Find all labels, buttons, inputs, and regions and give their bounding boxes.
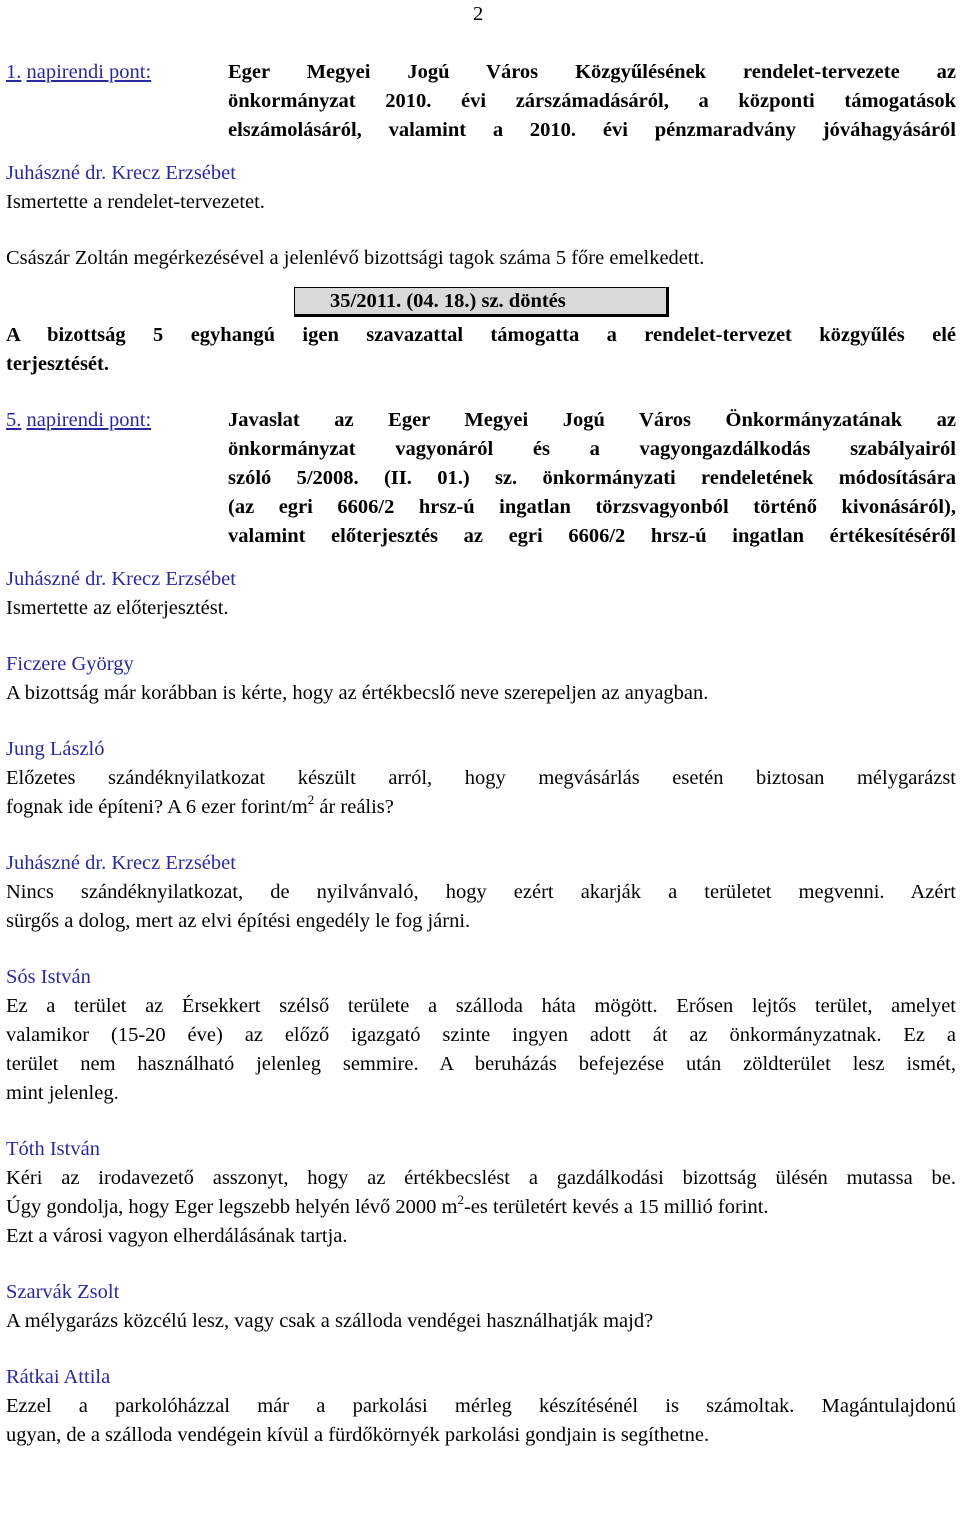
page-number: 2 bbox=[473, 3, 484, 25]
agenda-item-5-label-text: napirendi pont: bbox=[26, 409, 152, 431]
agenda-item-5-title-line: szóló 5/2008. (II. 01.) sz. önkormányzati rendeletének módosítására bbox=[228, 467, 956, 489]
agenda-item-5-title bbox=[228, 406, 956, 551]
speaker-text: mint jelenleg. bbox=[6, 1082, 119, 1104]
speaker-text-part: Úgy gondolja, hogy Eger legszebb helyén lévő 2000 m bbox=[6, 1196, 458, 1218]
speaker-text-line bbox=[6, 1193, 956, 1222]
speaker-name: Sós István bbox=[6, 966, 91, 988]
agenda-item-1-title bbox=[228, 58, 956, 145]
agenda-item-1-label bbox=[6, 58, 228, 87]
speaker-text: Ismertette az előterjesztést. bbox=[6, 597, 229, 619]
agenda-item-1-label-text: napirendi pont: bbox=[26, 61, 152, 83]
speaker-text-line bbox=[6, 793, 956, 822]
speaker-name: Juhászné dr. Krecz Erzsébet bbox=[6, 568, 236, 590]
speaker-text: sürgős a dolog, mert az elvi építési engedély le fog járni. bbox=[6, 910, 471, 932]
agenda-item-1-title-line: Eger Megyei Jogú Város Közgyűlésének rendelet-tervezete az bbox=[228, 61, 956, 83]
superscript: 2 bbox=[307, 792, 315, 807]
speaker-text: A mélygarázs közcélú lesz, vagy csak a szálloda vendégei használhatják majd? bbox=[6, 1310, 654, 1332]
agenda-item-5-title-line: valamint előterjesztés az egri 6606/2 hrsz-ú ingatlan értékesítéséről bbox=[228, 525, 956, 547]
speaker-name: Ficzere György bbox=[6, 653, 134, 675]
decision-text-line: A bizottság 5 egyhangú igen szavazattal támogatta a rendelet-tervezet közgyűlés elé bbox=[6, 324, 956, 346]
attendance-note: Császár Zoltán megérkezésével a jelenlévő bizottsági tagok száma 5 főre emelkedett. bbox=[6, 247, 705, 269]
speaker-text: Kéri az irodavezető asszonyt, hogy az értékbecslést a gazdálkodási bizottság ülésén mutassa be. bbox=[6, 1167, 956, 1189]
agenda-item-5 bbox=[6, 406, 956, 551]
speaker-text-part: -es területért kevés a 15 millió forint. bbox=[463, 1196, 769, 1218]
speaker-name: Juhászné dr. Krecz Erzsébet bbox=[6, 852, 236, 874]
speaker-name: Tóth István bbox=[6, 1138, 100, 1160]
speaker-text: Előzetes szándéknyilatkozat készült arról, hogy megvásárlás esetén biztosan mélygarázst bbox=[6, 767, 956, 789]
agenda-item-5-title-line: önkormányzat vagyonáról és a vagyongazdálkodás szabályairól bbox=[228, 438, 956, 460]
agenda-item-1 bbox=[6, 58, 956, 145]
speaker-text: valamikor (15-20 éve) az előző igazgató szinte ingyen adott át az önkormányzatnak. Ez a bbox=[6, 1024, 956, 1046]
agenda-item-1-number: 1. bbox=[6, 61, 22, 83]
speaker-name: Juhászné dr. Krecz Erzsébet bbox=[6, 162, 236, 184]
speaker-name: Rátkai Attila bbox=[6, 1366, 111, 1388]
speaker-text: Nincs szándéknyilatkozat, de nyilvánvaló, hogy ezért akarják a területet megvenni. Azért bbox=[6, 881, 956, 903]
speaker-text: Ezzel a parkolóházzal már a parkolási mérleg készítésénél is számoltak. Magántulajdonú bbox=[6, 1395, 956, 1417]
speaker-text-part: fognak ide építeni? A 6 ezer forint/m bbox=[6, 796, 308, 818]
speaker-text: A bizottság már korábban is kérte, hogy az értékbecslő neve szerepeljen az anyagban. bbox=[6, 682, 709, 704]
speaker-text: Ezt a városi vagyon elherdálásának tartja. bbox=[6, 1225, 348, 1247]
decision-text-line: terjesztését. bbox=[6, 353, 109, 375]
speaker-text: Ismertette a rendelet-tervezetet. bbox=[6, 191, 265, 213]
agenda-item-5-number: 5. bbox=[6, 409, 22, 431]
speaker-name: Jung László bbox=[6, 738, 105, 760]
decision-row bbox=[6, 287, 956, 321]
speaker-text: terület nem használható jelenleg semmire. A beruházás befejezése után zöldterület lesz ismét, bbox=[6, 1053, 956, 1075]
decision-number-box: 35/2011. (04. 18.) sz. döntés bbox=[294, 287, 669, 317]
speaker-text: ugyan, de a szálloda vendégein kívül a fürdőkörnyék parkolási gondjain is segíthetne. bbox=[6, 1424, 710, 1446]
agenda-item-1-title-line: önkormányzat 2010. évi zárszámadásáról, a központi támogatások bbox=[228, 90, 956, 112]
agenda-item-5-title-line: Javaslat az Eger Megyei Jogú Város Önkormányzatának az bbox=[228, 409, 956, 431]
document-body bbox=[6, 58, 956, 1450]
speaker-text-part: ár reális? bbox=[319, 796, 394, 818]
agenda-item-5-label bbox=[6, 406, 228, 435]
superscript: 2 bbox=[457, 1192, 464, 1207]
agenda-item-5-title-line: (az egri 6606/2 hrsz-ú ingatlan törzsvagyonból történő kivonásáról), bbox=[228, 496, 956, 518]
speaker-name: Szarvák Zsolt bbox=[6, 1281, 120, 1303]
speaker-text: Ez a terület az Érsekkert szélső területe a szálloda háta mögött. Erősen lejtős terület, amelyet bbox=[6, 995, 956, 1017]
agenda-item-1-title-line: elszámolásáról, valamint a 2010. évi pénzmaradvány jóváhagyásáról bbox=[228, 119, 956, 141]
